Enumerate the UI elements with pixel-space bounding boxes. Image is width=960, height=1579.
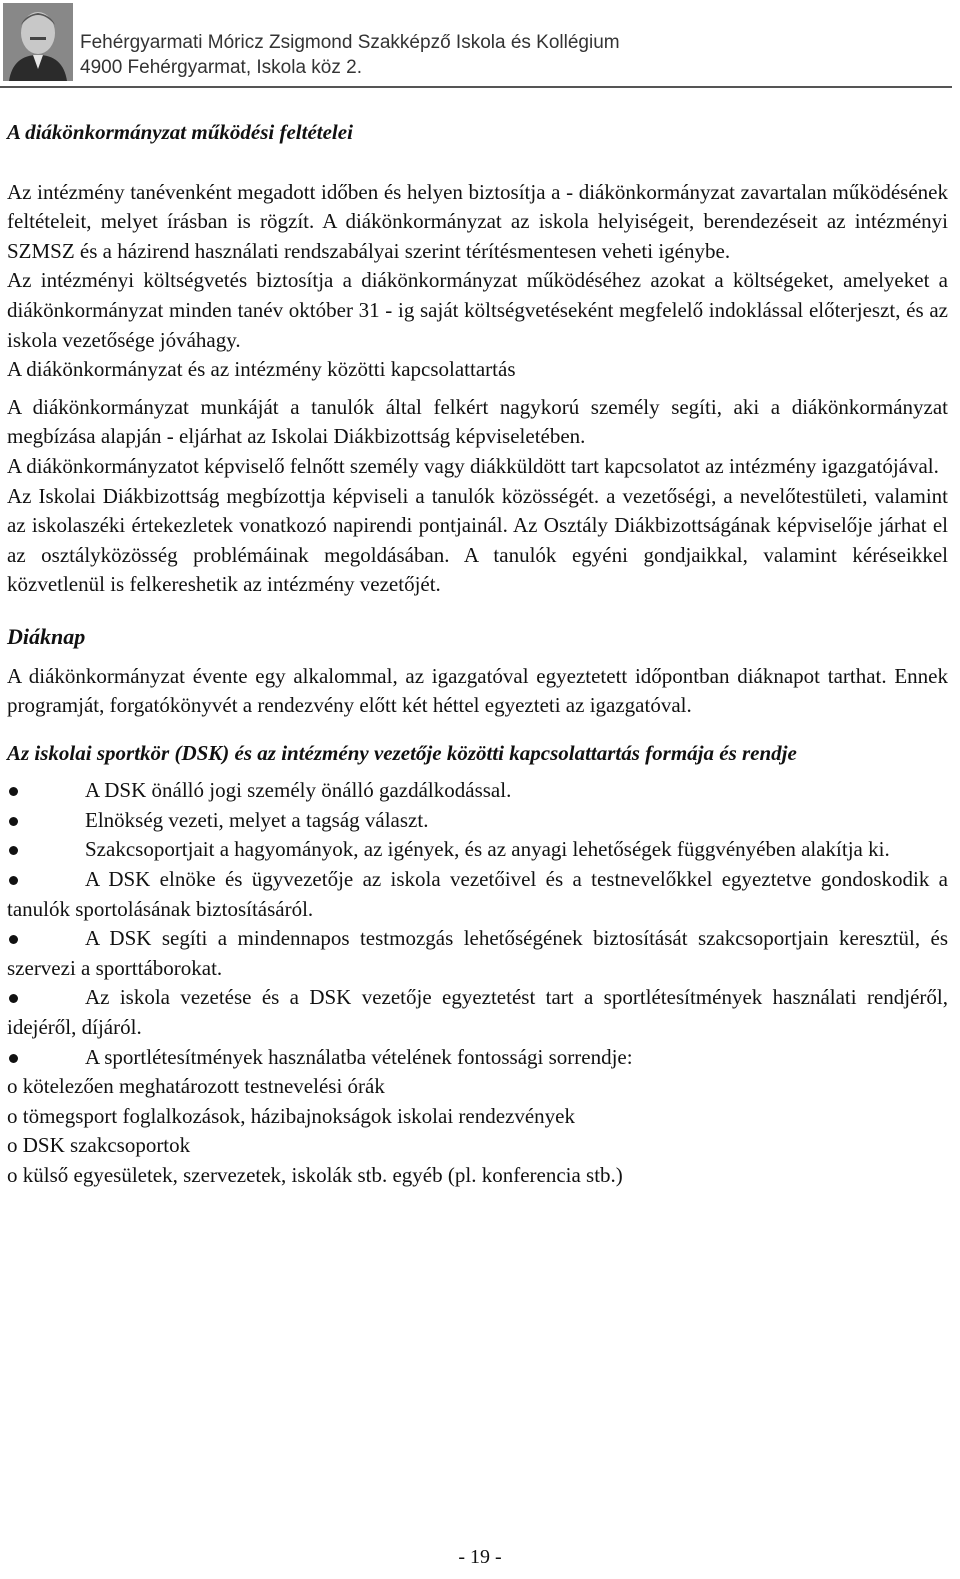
document-body <box>7 118 948 1191</box>
paragraph: A diákönkormányzat évente egy alkalommal, az igazgatóval egyeztetett időpontban diáknapot tarthat. Ennek programját, forgatókönyvét a rendezvény előtt két héttel egyezteti az igazgatóval. <box>7 663 948 718</box>
bullet-icon <box>9 935 18 944</box>
section-title-dsk: Az iskolai sportkör (DSK) és az intézmény vezetője közötti kapcsolattartás formája és rendje <box>7 740 797 765</box>
bullet-icon <box>9 817 18 826</box>
paragraph: A diákönkormányzat és az intézmény közötti kapcsolattartás <box>7 357 516 382</box>
list-item: A DSK önálló jogi személy önálló gazdálkodással. <box>7 776 948 806</box>
header-text <box>80 30 620 80</box>
paragraph: Az Iskolai Diákbizottság megbízottja képviseli a tanulók közösségét. a vezetőségi, a nevelőtestületi, valamint az iskolaszéki értekezletek vonatkozó napirendi pontjainál. Az Osztály Diákbizottságának képviselője járhat el az osztályközösség problémáinak megoldásában. A tanulók egyéni gondjaikkal, valamint kéréseikkel közvetlenül is felkereshetik az intézmény vezetőjét. <box>7 483 948 597</box>
bullet-icon <box>9 787 18 796</box>
list-item: A sportlétesítmények használatba vételének fontossági sorrendje: <box>7 1043 948 1073</box>
paragraph: Az intézmény tanévenként megadott időben és helyen biztosítja a ‑ diákönkormányzat zavartalan működésének feltételeit, melyet írásban is rögzít. A diákönkormányzat az iskola helyiségeit, berendezéseit az intézményi SZMSZ és a házirend használati rendszabályai szerint térítésmentesen veheti igénybe. <box>7 179 948 263</box>
school-name: Fehérgyarmati Móricz Zsigmond Szakképző Iskola és Kollégium <box>80 32 620 53</box>
list-item: A DSK elnöke és ügyvezetője az iskola vezetőivel és a testnevelőkkel egyeztetve gondoskodik a tanulók sportolásának biztosításáról. <box>7 867 948 921</box>
page-header <box>0 0 960 90</box>
page-number: - 19 - <box>458 1546 502 1568</box>
bullet-icon <box>9 994 18 1003</box>
paragraph: Az intézményi költségvetés biztosítja a diákönkormányzat működéséhez azokat a költségeket, amelyeket a diákönkormányzat minden tanév október 31 ‑ ig saját költségvetéseként megfelelő indoklással előterjeszt, és az iskola vezetősége jóváhagy. <box>7 268 948 352</box>
section-title-diaknap: Diáknap <box>7 623 86 649</box>
list-item: Elnökség vezeti, melyet a tagság választ. <box>7 806 948 836</box>
sub-list-item: o kötelezően meghatározott testnevelési órák <box>7 1074 385 1099</box>
bullet-list <box>7 776 948 1072</box>
bullet-icon <box>9 846 18 855</box>
sub-list-item: o DSK szakcsoportok <box>7 1133 191 1158</box>
list-item: Az iskola vezetése és a DSK vezetője egyeztetést tart a sportlétesítmények használati rendjéről, idejéről, díjáról. <box>7 985 948 1040</box>
sub-list-item: o külső egyesületek, szervezetek, iskolák stb. egyéb (pl. konferencia stb.) <box>7 1163 623 1187</box>
header-divider <box>0 86 952 88</box>
paragraph: A diákönkormányzat munkáját a tanulók által felkért nagykorú személy segíti, aki a diákönkormányzat megbízása alapján ‑ eljárhat az Iskolai Diákbizottság képviseletében. <box>7 394 948 449</box>
sub-list <box>7 1072 948 1190</box>
bullet-icon <box>9 1054 18 1063</box>
list-item: Szakcsoportjait a hagyományok, az igények, és az anyagi lehetőségek függvényében alakítja ki. <box>7 835 948 865</box>
bullet-icon <box>9 876 18 885</box>
portrait-photo <box>3 3 73 81</box>
school-address: 4900 Fehérgyarmat, Iskola köz 2. <box>80 57 362 78</box>
section-title-dok: A diákönkormányzat működési feltételei <box>7 120 353 144</box>
sub-list-item: o tömegsport foglalkozások, házibajnokságok iskolai rendezvények <box>7 1103 576 1128</box>
paragraph: A diákönkormányzatot képviselő felnőtt személy vagy diákküldött tart kapcsolatot az intézmény igazgatójával. <box>7 453 939 478</box>
list-item: A DSK segíti a mindennapos testmozgás lehetőségének biztosítását szakcsoportjain keresztül, és szervezi a sporttáborokat. <box>7 926 948 980</box>
